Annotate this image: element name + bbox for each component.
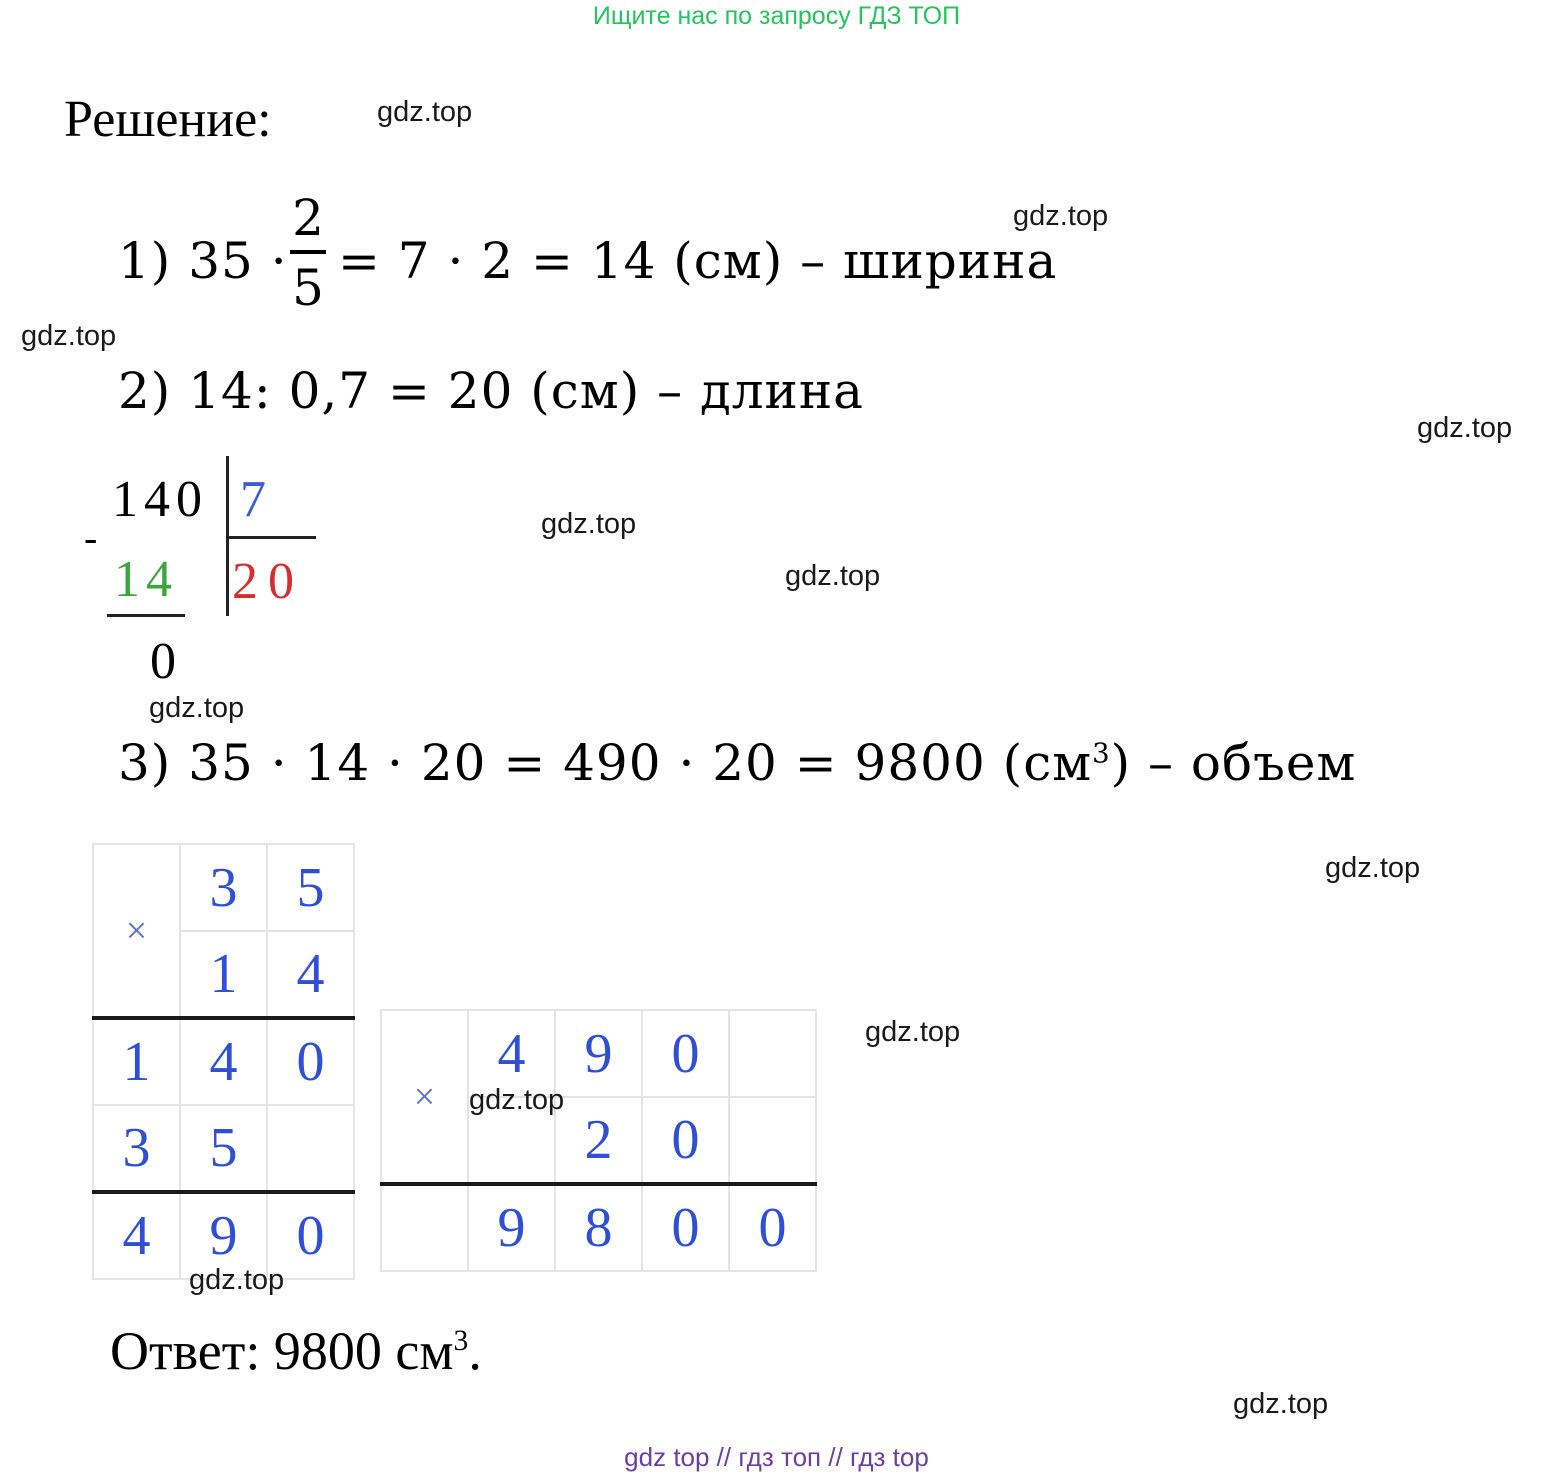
mult1-cell — [267, 1105, 354, 1192]
ld-dividend: 140 — [112, 471, 208, 528]
watermark: gdz.top — [469, 1084, 565, 1116]
mult1-cell: 0 — [267, 1192, 354, 1279]
watermark: gdz.top — [541, 508, 637, 540]
mult1-cell: 4 — [93, 1192, 180, 1279]
ld-remainder: 0 — [150, 633, 176, 690]
answer-text: Ответ: 9800 см — [110, 1321, 454, 1381]
step1-prefix: 1) 35 · — [118, 232, 288, 290]
ld-result-line — [107, 614, 185, 617]
mult1-cell: 3 — [93, 1105, 180, 1192]
watermark: gdz.top — [785, 560, 881, 592]
multiplication-grid-2 — [380, 1009, 817, 1272]
mult1-sign: × — [93, 844, 180, 1018]
watermark: gdz.top — [1417, 412, 1513, 444]
mult2-cell — [729, 1010, 816, 1097]
mult1-cell: 5 — [180, 1105, 267, 1192]
mult2-cell: 0 — [642, 1184, 729, 1271]
mult2-cell: 0 — [729, 1184, 816, 1271]
ld-minus: - — [84, 515, 98, 560]
mult2-cell: 9 — [555, 1010, 642, 1097]
step3-text: 3) 35 · 14 · 20 = 490 · 20 = 9800 (см — [118, 734, 1093, 792]
footer-banner: gdz top // гдз топ // гдз top — [624, 1442, 929, 1472]
fraction-numerator: 2 — [292, 189, 324, 247]
mult1-cell: 1 — [93, 1018, 180, 1105]
ld-subtrahend: 14 — [114, 551, 178, 608]
watermark: gdz.top — [149, 692, 245, 724]
ld-quotient: 20 — [232, 553, 304, 610]
ld-divisor: 7 — [240, 471, 266, 528]
fraction-bar — [290, 250, 326, 254]
solution-title: Решение: — [64, 91, 272, 148]
mult2-sign: × — [381, 1010, 468, 1184]
step3-line — [118, 734, 1356, 792]
watermark: gdz.top — [1013, 200, 1109, 232]
mult1-cell: 1 — [180, 931, 267, 1018]
watermark: gdz.top — [189, 1264, 285, 1296]
mult2-cell: 4 — [468, 1010, 555, 1097]
fraction — [290, 190, 326, 316]
answer-superscript: 3 — [453, 1325, 469, 1357]
mult1-cell: 9 — [180, 1192, 267, 1279]
mult2-cell: 8 — [555, 1184, 642, 1271]
mult2-cell: 2 — [555, 1097, 642, 1184]
mult2-cell — [729, 1097, 816, 1184]
watermark: gdz.top — [21, 320, 117, 352]
mult2-cell: 0 — [642, 1010, 729, 1097]
step2-line: 2) 14: 0,7 = 20 (см) – длина — [118, 362, 864, 420]
answer-tail: . — [468, 1321, 482, 1381]
mult1-cell: 4 — [267, 931, 354, 1018]
mult2-cell — [381, 1184, 468, 1271]
watermark: gdz.top — [377, 96, 473, 128]
answer-line — [110, 1320, 482, 1382]
step3-superscript: 3 — [1092, 737, 1111, 770]
mult1-cell: 3 — [180, 844, 267, 931]
mult1-cell: 5 — [267, 844, 354, 931]
watermark: gdz.top — [1325, 852, 1421, 884]
mult2-cell: 9 — [468, 1184, 555, 1271]
step1-suffix: = 7 · 2 = 14 (см) – ширина — [338, 232, 1058, 290]
fraction-denominator: 5 — [292, 259, 324, 317]
watermark: gdz.top — [1233, 1388, 1329, 1420]
mult1-cell: 4 — [180, 1018, 267, 1105]
multiplication-grid-1 — [92, 843, 355, 1280]
mult1-cell: 0 — [267, 1018, 354, 1105]
ld-divisor-line — [228, 536, 316, 539]
mult2-cell: 0 — [642, 1097, 729, 1184]
header-banner: Ищите нас по запросу ГДЗ ТОП — [592, 2, 961, 30]
watermark: gdz.top — [865, 1016, 961, 1048]
step3-tail: ) – объем — [1110, 734, 1357, 792]
